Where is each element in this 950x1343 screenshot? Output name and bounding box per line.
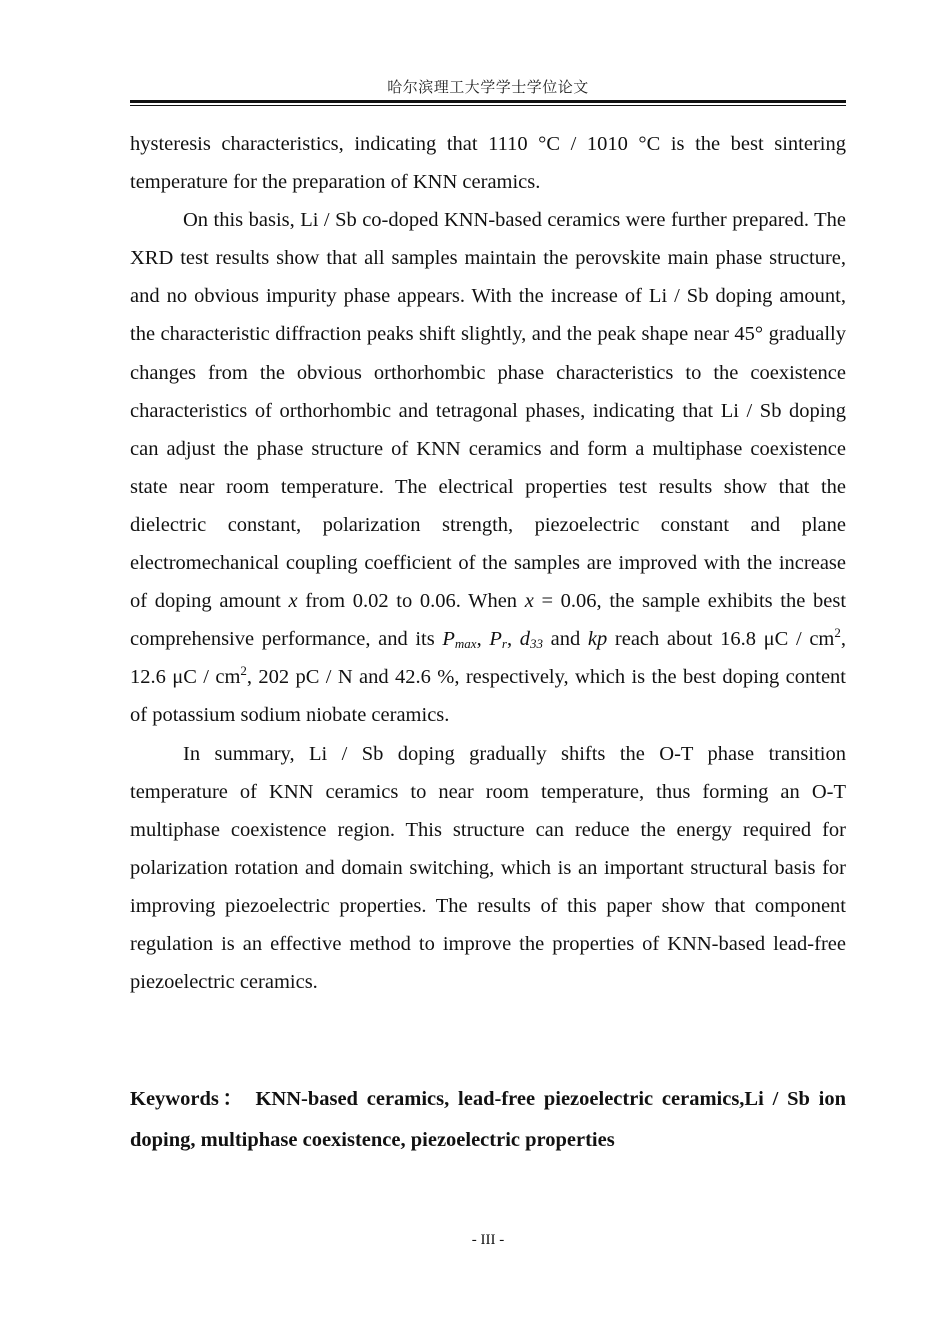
page-number: - III - <box>471 1232 505 1248</box>
paragraph-2-text-c: = 0.06, the sample exhibits the best comprehensive performance, and its <box>130 590 847 651</box>
page-header-title: 哈尔滨理工大学学士学位论文 <box>387 78 589 96</box>
superscript: 2 <box>240 663 247 679</box>
symbol-d33: $d_{33}$ <box>519 628 543 652</box>
paragraph-1: hysteresis characteristics, indicating that 1110 °C / 1010 °C is the best sintering temperature for the preparation of KNN ceramics. <box>130 133 846 194</box>
conjunction: and <box>542 628 588 651</box>
variable-x: x <box>288 590 298 613</box>
keywords-text: KNN-based ceramics, lead-free piezoelectric ceramics,Li / Sb ion doping, multiphase coexistence, piezoelectric properties <box>130 1088 847 1151</box>
superscript: 2 <box>834 625 841 641</box>
keywords-section <box>130 1079 846 1161</box>
symbol-kp: kp <box>587 628 608 651</box>
paragraph-2-text-f: , 202 pC / N and 42.6 %, respectively, which is the best doping content of potassium sodium niobate ceramics. <box>130 666 846 727</box>
header-rule-thick <box>130 100 846 103</box>
symbol-pr: $P_r$ <box>489 628 507 652</box>
paragraph-3: In summary, Li / Sb doping gradually shifts the O-T phase transition temperature of KNN ceramics to near room temperature, thus forming an O-T multiphase coexistence region. This structure can reduce the energy required for polarization rotation and domain switching, which is an important structural basis for improving piezoelectric properties. The results of this paper show that component regulation is an effective method to improve the properties of KNN-based lead-free piezoelectric ceramics. <box>130 742 846 994</box>
paragraph-2-text-b: from 0.02 to 0.06. When <box>297 590 525 613</box>
abstract-body <box>130 125 846 1001</box>
symbol-pmax: $P_{max}$ <box>442 628 477 652</box>
keywords-label: Keywords： <box>130 1088 247 1110</box>
separator: , <box>506 628 520 651</box>
paragraph-2 <box>130 201 846 734</box>
paragraph-2-text-e: , 12.6 μC / cm <box>130 628 846 689</box>
header-rule-thin <box>130 105 846 106</box>
variable-x: x <box>524 590 534 613</box>
paragraph-2-text-a: On this basis, Li / Sb co-doped KNN-based ceramics were further prepared. The XRD test results show that all samples maintain the perovskite main phase structure, and no obvious impurity phase appears. With the increase of Li / Sb doping amount, the characteristic diffraction peaks shift slightly, and the peak shape near 45° gradually changes from the obvious orthorhombic phase characteristics to the coexistence characteristics of orthorhombic and tetragonal phases, indicating that Li / Sb doping can adjust the phase structure of KNN ceramics and form a multiphase coexistence state near room temperature. The electrical properties test results show that the dielectric constant, polarization strength, piezoelectric constant and plane electromechanical coupling coefficient of the samples are improved with the increase of doping amount <box>130 209 846 613</box>
paragraph-2-text-d: reach about 16.8 μC / cm <box>607 628 835 651</box>
separator: , <box>476 628 490 651</box>
